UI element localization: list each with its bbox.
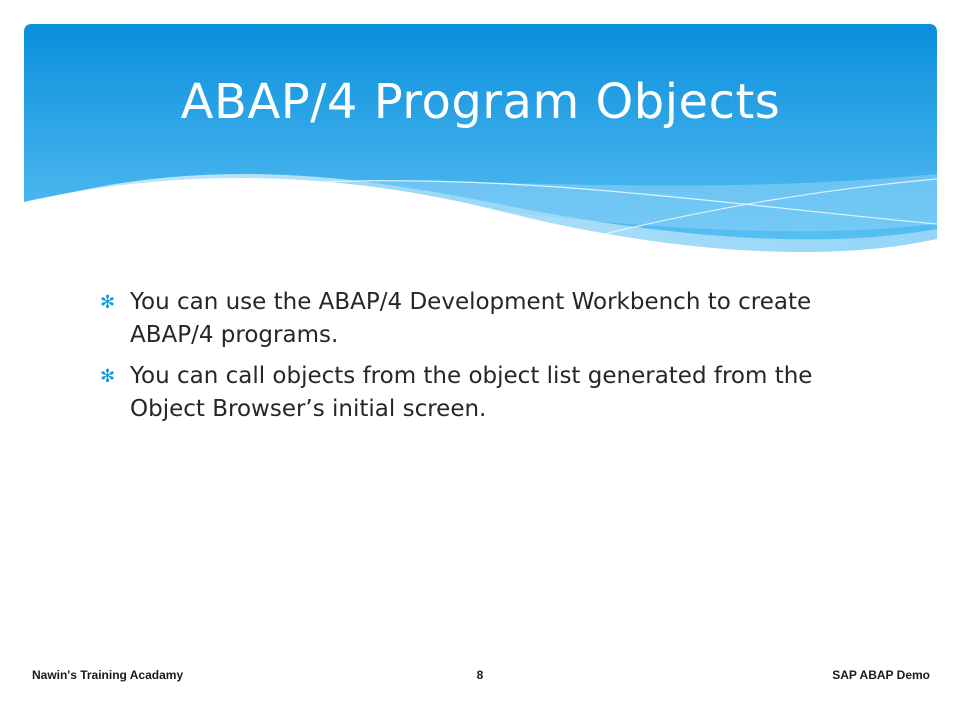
slide-title: ABAP/4 Program Objects [180, 74, 781, 130]
bullet-text: You can call objects from the object list generated from the Object Browser’s initial screen. [130, 363, 813, 422]
title-banner [24, 24, 937, 274]
banner-graphic [24, 24, 937, 274]
asterisk-bullet-icon: ✻ [100, 366, 116, 387]
asterisk-bullet-icon: ✻ [100, 292, 116, 313]
bullet-text: You can use the ABAP/4 Development Workbench to create ABAP/4 programs. [130, 289, 812, 348]
bullet-list [100, 286, 860, 434]
footer-page-number: 8 [476, 668, 484, 682]
bullet-item [100, 360, 860, 426]
footer-organization: Nawin's Training Acadamy [32, 668, 184, 682]
footer-topic: SAP ABAP Demo [832, 668, 930, 682]
bullet-item [100, 286, 860, 352]
